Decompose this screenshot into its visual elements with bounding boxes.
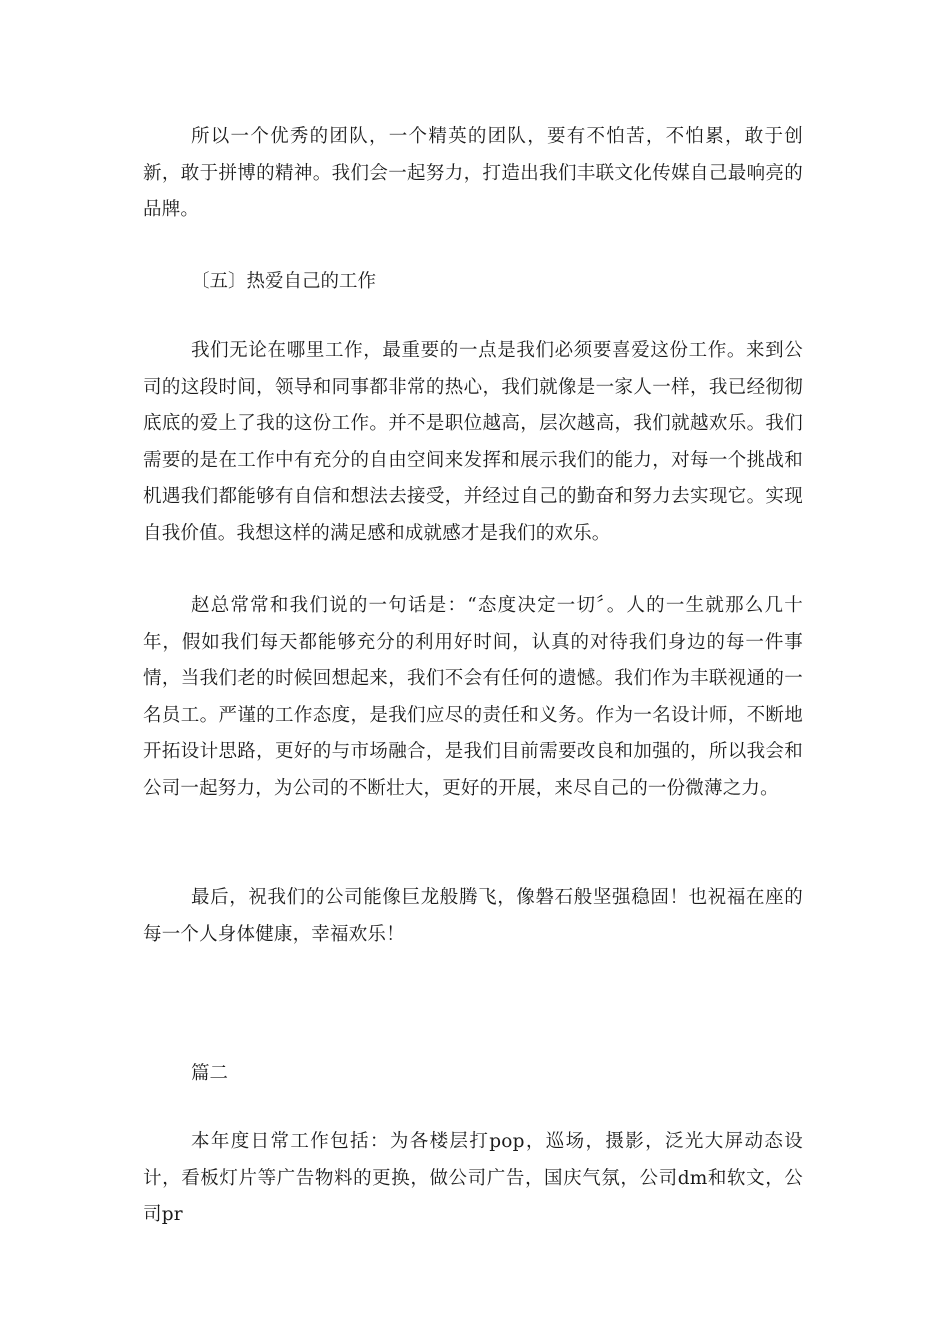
- paragraph-team-spirit: 所以一个优秀的团队，一个精英的团队，要有不怕苦，不怕累，敢于创新，敢于拼博的精神。我们会一起努力，打造出我们丰联文化传媒自己最响亮的品牌。: [143, 126, 803, 220]
- paragraph-love-work: 我们无论在哪里工作，最重要的一点是我们必须要喜爱这份工作。来到公司的这段时间，领导和同事都非常的热心，我们就像是一家人一样，我已经彻彻底底的爱上了我的这份工作。并不是职位越高，层次越高，我们就越欢乐。我们需要的是在工作中有充分的自由空间来发挥和展示我们的能力，对每一个挑战和机遇我们都能够有自信和想法去接受，并经过自己的勤奋和努力去实现它。实现自我价值。我想这样的满足感和成就感才是我们的欢乐。: [143, 340, 803, 544]
- section-title-part-two: 篇二: [191, 1063, 229, 1084]
- paragraph-attitude: 赵总常常和我们说的一句话是：“态度决定一切〞。人的一生就那么几十年，假如我们每天都能够充分的利用好时间，认真的对待我们身边的每一件事情，当我们老的时候回想起来，我们不会有任何的遗憾。我们作为丰联视通的一名员工。严谨的工作态度，是我们应尽的责任和义务。作为一名设计师，不断地开拓设计思路，更好的与市场融合，是我们目前需要改良和加强的，所以我会和公司一起努力，为公司的不断壮大，更好的开展，来尽自己的一份微薄之力。: [143, 595, 803, 799]
- paragraph-daily-work: 本年度日常工作包括：为各楼层打pop，巡场，摄影，泛光大屏动态设计，看板灯片等广告物料的更换，做公司广告，国庆气氛，公司dm和软文，公司pr: [143, 1131, 803, 1225]
- paragraph-closing-wishes: 最后，祝我们的公司能像巨龙般腾飞，像磐石般坚强稳固！也祝福在座的每一个人身体健康，幸福欢乐！: [143, 887, 803, 945]
- section-heading-love-work: 〔五〕热爱自己的工作: [191, 271, 377, 292]
